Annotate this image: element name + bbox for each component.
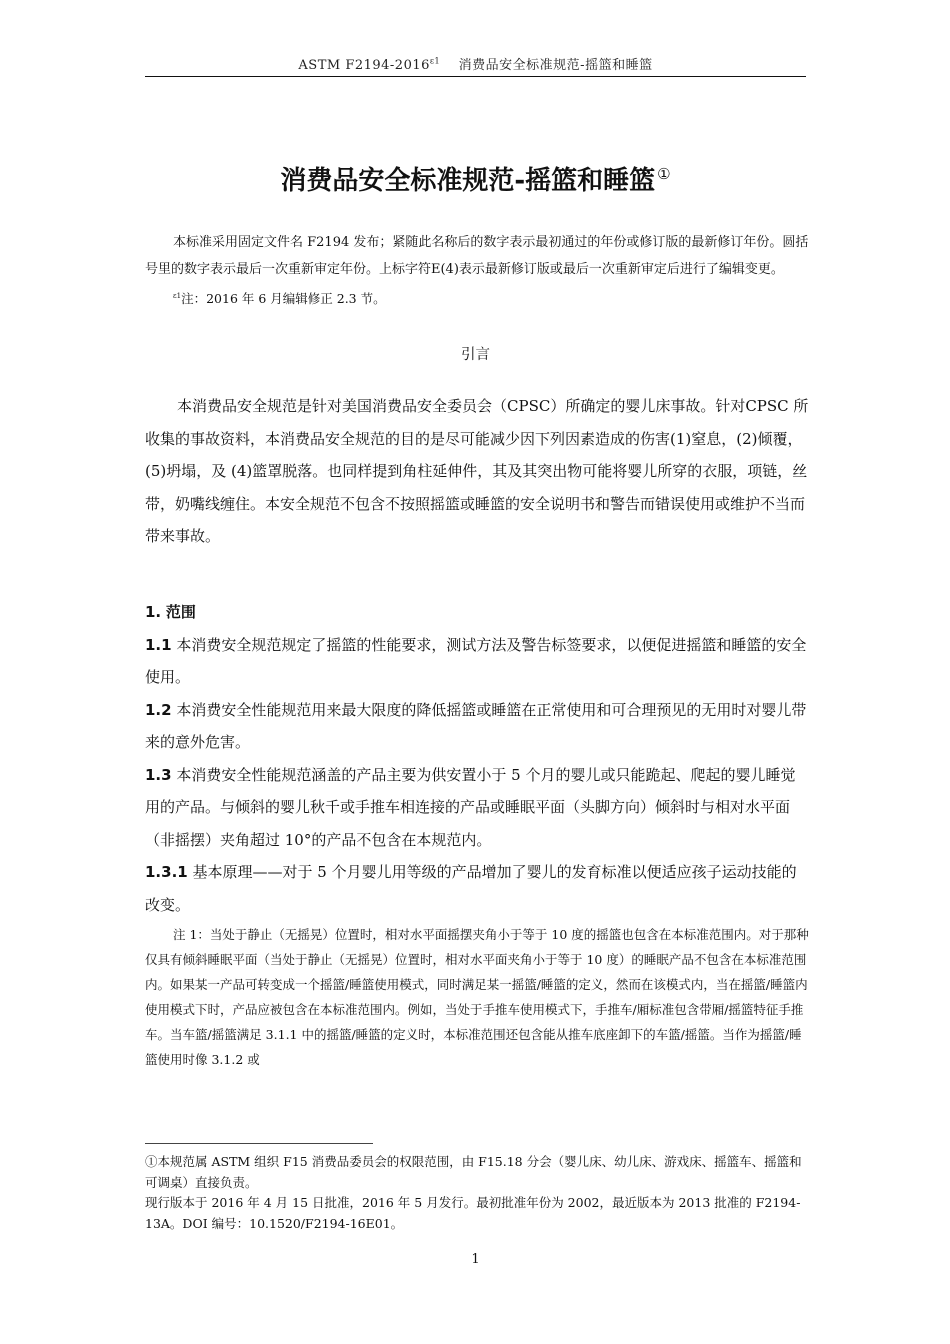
clause-text: 本消费安全性能规范用来最大限度的降低摇篮或睡篮在正常使用和可合理预见的无用时对婴儿带来的意外危害。 bbox=[145, 700, 807, 751]
note-1 bbox=[145, 922, 810, 1072]
document-title bbox=[145, 160, 806, 197]
preface-note bbox=[145, 283, 810, 313]
section-heading-text: 范围 bbox=[165, 603, 196, 621]
note-1-text: 注 1：当处于静止（无摇晃）位置时，相对水平面摇摆夹角小于等于 10 度的摇篮也包含在本标准范围内。对于那种仅具有倾斜睡眠平面（当处于静止（无摇晃）位置时，相对水平面夹角小于等于 10 度）的睡眠产品不包含在本标准范围内。如果某一产品可转变成一个摇篮/睡篮使用模式，同时满足某一摇篮/睡篮的定义，然而在该模式内，当在摇篮/睡篮内使用模式下时，产品应被包含在本标准范围内。例如，当处于手推车使用模式下，手推车/厢标准包含带厢/摇篮特征手推车。当车篮/摇篮满足 3.1.1 中的摇篮/睡篮的定义时，本标准范围还包含能从推车底座卸下的车篮/摇篮。当作为摇篮/睡篮使用时像 3.1.2 或 bbox=[145, 927, 809, 1067]
page-number: 1 bbox=[471, 1252, 480, 1267]
header-edition-mark: ε1 bbox=[429, 56, 441, 66]
header-standard: ASTM F2194-2016 bbox=[298, 58, 430, 73]
clause-number: 1.1 bbox=[145, 635, 172, 654]
clause-1-1 bbox=[145, 629, 810, 694]
footnote-1: ①本规范属 ASTM 组织 F15 消费品委员会的权限范围，由 F15.18 分会（婴儿床、幼儿床、游戏床、摇篮车、摇篮和可调桌）直接负责。 bbox=[145, 1154, 802, 1190]
title-text: 消费品安全标准规范-摇篮和睡篮 bbox=[280, 166, 656, 196]
title-footnote-mark: ① bbox=[657, 165, 671, 183]
section-heading bbox=[145, 596, 810, 629]
clause-text: 本消费安全规范规定了摇篮的性能要求，测试方法及警告标签要求，以便促进摇篮和睡篮的安全使用。 bbox=[145, 635, 807, 686]
preface bbox=[145, 230, 810, 313]
clause-number: 1.2 bbox=[145, 700, 172, 719]
clause-1-3 bbox=[145, 759, 810, 857]
header-title: 消费品安全标准规范-摇篮和睡篮 bbox=[458, 58, 653, 73]
clause-number: 1.3 bbox=[145, 765, 172, 784]
preface-note-text: 注：2016 年 6 月编辑修正 2.3 节。 bbox=[181, 291, 386, 307]
clause-text: 基本原理——对于 5 个月婴儿用等级的产品增加了婴儿的发育标准以便适应孩子运动技能的改变。 bbox=[145, 863, 797, 914]
clause-1-3-1 bbox=[145, 856, 810, 921]
clause-1-2 bbox=[145, 694, 810, 759]
footnote-2: 现行版本于 2016 年 4 月 15 日批准，2016 年 5 月发行。最初批准年份为 2002，最近版本为 2013 批准的 F2194-13A。DOI 编号：10.1520/F2194-16E01。 bbox=[145, 1195, 801, 1231]
footnote-rule bbox=[145, 1143, 373, 1144]
clause-text: 本消费安全性能规范涵盖的产品主要为供安置小于 5 个月的婴儿或只能跪起、爬起的婴儿睡觉用的产品。与倾斜的婴儿秋千或手推车相连接的产品或睡眠平面（头脚方向）倾斜时与相对水平面（非摇摆）夹角超过 10°的产品不包含在本规范内。 bbox=[145, 765, 796, 849]
scope-section bbox=[145, 596, 810, 921]
header-rule bbox=[145, 76, 806, 77]
intro-section bbox=[145, 390, 810, 553]
running-header bbox=[145, 54, 806, 73]
intro-heading: 引言 bbox=[461, 347, 490, 363]
clause-number: 1.3.1 bbox=[145, 863, 188, 881]
preface-note-mark: ε1 bbox=[173, 292, 182, 300]
section-number: 1. bbox=[145, 603, 162, 621]
footnotes bbox=[145, 1152, 810, 1234]
intro-paragraph: 本消费品安全规范是针对美国消费品安全委员会（CPSC）所确定的婴儿床事故。针对CPSC 所收集的事故资料，本消费品安全规范的目的是尽可能减少因下列因素造成的伤害(1)窒息，(2)倾覆，(5)坍塌，及 (4)篮罩脱落。也同样提到角柱延伸件，其及其突出物可能将婴儿所穿的衣服，项链，丝带，奶嘴线缠住。本安全规范不包含不按照摇篮或睡篮的安全说明书和警告而错误使用或维护不当而带来事故。 bbox=[145, 397, 809, 545]
preface-paragraph: 本标准采用固定文件名 F2194 发布；紧随此名称后的数字表示最初通过的年份或修订版的最新修订年份。圆括号里的数字表示最后一次重新审定年份。上标字符E(4)表示最新修订版或最后一次重新审定后进行了编辑变更。 bbox=[145, 235, 809, 277]
